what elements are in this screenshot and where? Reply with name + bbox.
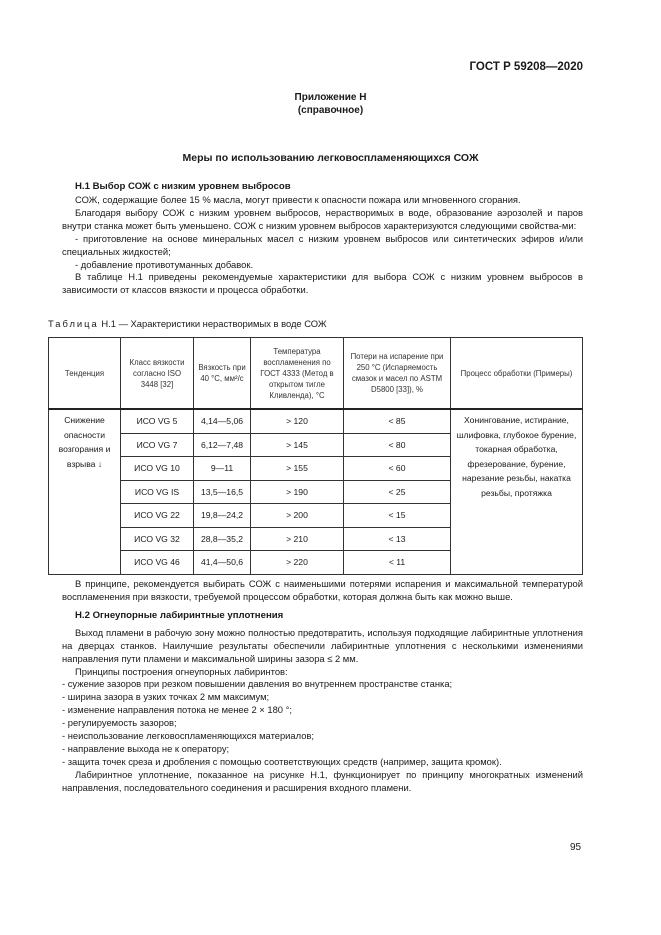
table-cell: ИСО VG 5 xyxy=(121,409,194,433)
paragraph: СОЖ, содержащие более 15 % масла, могут привести к опасности пожара или мгновенного сгорания. xyxy=(75,194,521,205)
table-caption-label: Таблица xyxy=(48,318,99,329)
table-cell: ИСО VG 22 xyxy=(121,504,194,528)
list-item: - ширина зазора в узких точках 2 мм максимум; xyxy=(62,691,270,703)
header-cell: Потери на испарение при 250 °С (Испаряемость смазок и масел по ASTM D5800 [33]), % xyxy=(344,338,451,410)
table-cell: 9—11 xyxy=(194,457,251,481)
list-item: - неиспользование легковоспламеняющихся материалов; xyxy=(62,730,315,742)
list-item: - защита точек среза и дробления с помощью соответствующих средств (например, защита кромок). xyxy=(62,755,502,767)
header-cell: Класс вязкости согласно ISO 3448 [32] xyxy=(121,338,194,410)
table-cell: 19,8—24,2 xyxy=(194,504,251,528)
table-cell: 41,4—50,6 xyxy=(194,551,251,575)
table-cell: 13,5—16,5 xyxy=(194,480,251,504)
page-number: 95 xyxy=(570,842,582,853)
header-cell: Вязкость при 40 °С, мм²/с xyxy=(194,338,251,410)
appendix-title: Приложение Н xyxy=(294,92,367,103)
header-cell: Процесс обработки (Примеры) xyxy=(451,338,583,410)
paragraph: В таблице Н.1 приведены рекомендуемые характеристики для выбора СОЖ с низким уровнем выбросов в зависимости от классов вязкости и процесса обработки. xyxy=(62,271,583,296)
section-2-heading: Н.2 Огнеупорные лабиринтные уплотнения xyxy=(75,609,284,621)
tendency-cell: Снижение опасности возгорания и взрыва ↓ xyxy=(49,409,121,574)
table-cell: < 25 xyxy=(344,480,451,504)
table-caption-text: Н.1 — Характеристики нерастворимых в воде СОЖ xyxy=(101,318,327,329)
table-cell: ИСО VG 7 xyxy=(121,433,194,457)
table-caption xyxy=(48,318,327,329)
paragraph: Лабиринтное уплотнение, показанное на рисунке Н.1, функционирует по принципу многократных изменений направления, последовательного соединения и расширения входного пламени. xyxy=(62,768,583,793)
header-cell: Тенденция xyxy=(49,338,121,410)
table-cell: 6,12—7,48 xyxy=(194,433,251,457)
section-1-heading: Н.1 Выбор СОЖ с низким уровнем выбросов xyxy=(75,181,291,192)
appendix-subtitle: (справочное) xyxy=(297,105,364,116)
table-cell: < 80 xyxy=(344,433,451,457)
paragraph: В принципе, рекомендуется выбирать СОЖ с наименьшими потерями испарения и максимальной температурой воспламенения при вязкости, требуемой процессом обработки, которая должна быть как можно выше. xyxy=(62,578,583,602)
table-cell: < 15 xyxy=(344,504,451,528)
list-item: - сужение зазоров при резком повышении давления во внутреннем пространстве станка; xyxy=(62,678,453,690)
list-item: - направление выхода не к оператору; xyxy=(62,742,230,754)
table-cell: < 60 xyxy=(344,457,451,481)
table-cell: > 145 xyxy=(251,433,344,457)
paragraph: - приготовление на основе минеральных масел с низким уровнем выбросов или синтетических эфиров и/или специальных жидкостей; xyxy=(62,232,583,257)
main-title: Меры по использованию легковоспламеняющихся СОЖ xyxy=(182,152,479,164)
characteristics-table xyxy=(48,337,583,575)
table-cell: < 11 xyxy=(344,551,451,575)
paragraph: Выход пламени в рабочую зону можно полностью предотвратить, используя подходящие лабиринтные уплотнения на дверцах станков. Наилучшие результаты обеспечили лабиринтные уплотнения с несколькими изменениями направления пути пламени и максимальной ширины зазора ≤ 2 мм. xyxy=(62,626,583,664)
paragraph: - добавление противотуманных добавок. xyxy=(75,258,254,270)
table-cell: ИСО VG IS xyxy=(121,480,194,504)
table-cell: < 13 xyxy=(344,527,451,551)
table-cell: ИСО VG 10 xyxy=(121,457,194,481)
standard-id: ГОСТ Р 59208—2020 xyxy=(469,61,583,73)
principles-list xyxy=(62,678,583,768)
table-cell: ИСО VG 46 xyxy=(121,551,194,575)
table-cell: > 220 xyxy=(251,551,344,575)
section-1 xyxy=(62,180,583,297)
appendix-heading xyxy=(0,91,661,117)
table-cell: ИСО VG 32 xyxy=(121,527,194,551)
list-item: - изменение направления потока не менее 2 × 180 °; xyxy=(62,704,292,716)
table-cell: > 190 xyxy=(251,480,344,504)
paragraph: Благодаря выбору СОЖ с низким уровнем выбросов, нерастворимых в воде, образование аэрозолей и паров внутри станка может быть уменьшено. СОЖ с низким уровнем выбросов характеризуются следующими свойства-ми: xyxy=(62,206,583,231)
paragraph: Принципы построения огнеупорных лабиринтов: xyxy=(75,665,288,677)
table-cell: 4,14—5,06 xyxy=(194,409,251,433)
table-row xyxy=(49,409,583,433)
table-cell: 28,8—35,2 xyxy=(194,527,251,551)
table-cell: > 120 xyxy=(251,409,344,433)
table-cell: < 85 xyxy=(344,409,451,433)
header-cell: Температура воспламенения по ГОСТ 4333 (Метод в открытом тигле Кливленда), °С xyxy=(251,338,344,410)
process-cell: Хонингование, истирание, шлифовка, глубокое бурение, токарная обработка, фрезерование, бурение, нарезание резьбы, накатка резьбы, протяжка xyxy=(451,409,583,574)
table-cell: > 200 xyxy=(251,504,344,528)
list-item: - регулируемость зазоров; xyxy=(62,717,177,729)
table-cell: > 155 xyxy=(251,457,344,481)
table-header-row xyxy=(49,338,583,410)
section-2-block xyxy=(62,578,583,795)
table-cell: > 210 xyxy=(251,527,344,551)
